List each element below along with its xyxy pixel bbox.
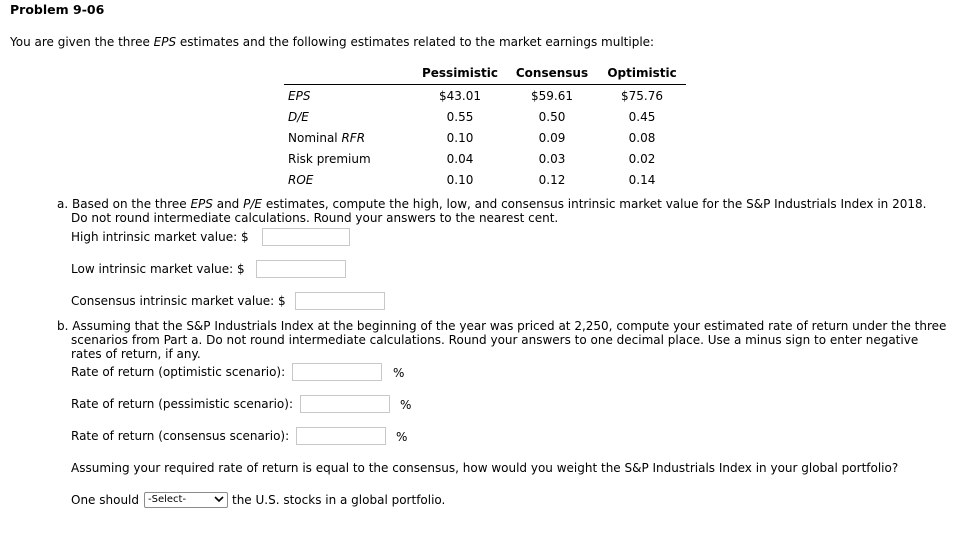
cell: 0.08 (628, 130, 656, 145)
cell: 0.12 (538, 172, 566, 187)
cell: 0.02 (628, 151, 656, 166)
part-b-line2: scenarios from Part a. Do not round intermediate calculations. Round your answers to one decimal place. Use a minus sign to enter negative (71, 333, 919, 347)
cell: 0.14 (628, 172, 656, 187)
high-value-input[interactable] (262, 228, 350, 246)
cell: $75.76 (621, 88, 663, 103)
cell: $43.01 (439, 88, 481, 103)
optimistic-return-input[interactable] (292, 363, 382, 381)
col-pessimistic: Pessimistic (414, 63, 506, 85)
col-optimistic: Optimistic (598, 63, 686, 85)
cell: $59.61 (531, 88, 573, 103)
chevron-down-icon (214, 493, 224, 510)
weighting-question: Assuming your required rate of return is equal to the consensus, how would you weight the S&P Industrials Index in your global portfolio? (71, 461, 899, 475)
consensus-return-input[interactable] (296, 427, 386, 445)
weighting-select[interactable] (144, 492, 228, 508)
consensus-return-label: Rate of return (consensus scenario): (71, 429, 290, 443)
select-suffix: the U.S. stocks in a global portfolio. (232, 493, 446, 507)
col-consensus: Consensus (506, 63, 598, 85)
low-value-label: Low intrinsic market value: $ (71, 262, 245, 276)
percent-sign: % (396, 430, 408, 444)
percent-sign: % (393, 366, 405, 380)
one-should-label: One should (71, 493, 140, 507)
row-label-risk-premium: Risk premium (288, 151, 371, 166)
table-row (284, 85, 686, 107)
intro-text: You are given the three EPS estimates and the following estimates related to the market earnings multiple: (10, 35, 655, 49)
cell: 0.10 (446, 130, 474, 145)
row-label-eps: EPS (288, 88, 311, 103)
pessimistic-return-label: Rate of return (pessimistic scenario): (71, 397, 293, 411)
part-a-line1: a. Based on the three EPS and P/E estimates, compute the high, low, and consensus intrinsic market value for the S&P Industrials Index in 2018. (57, 197, 927, 211)
table-row (284, 148, 686, 169)
percent-sign: % (400, 398, 412, 412)
cell: 0.03 (538, 151, 566, 166)
consensus-value-input[interactable] (295, 292, 385, 310)
part-a-line2: Do not round intermediate calculations. Round your answers to the nearest cent. (71, 211, 559, 225)
row-label-de: D/E (288, 109, 309, 124)
select-value: -Select- (148, 494, 187, 505)
cell: 0.45 (628, 109, 656, 124)
table-row (284, 169, 686, 190)
cell: 0.10 (446, 172, 474, 187)
optimistic-return-label: Rate of return (optimistic scenario): (71, 365, 286, 379)
part-b-line3: rates of return, if any. (71, 347, 201, 361)
cell: 0.50 (538, 109, 566, 124)
pessimistic-return-input[interactable] (300, 395, 390, 413)
table-row (284, 106, 686, 127)
high-value-label: High intrinsic market value: $ (71, 230, 249, 244)
cell: 0.04 (446, 151, 474, 166)
estimates-table (284, 63, 686, 190)
table-header-blank (284, 63, 414, 85)
row-label-rfr: Nominal RFR (288, 130, 366, 145)
part-b-line1: b. Assuming that the S&P Industrials Index at the beginning of the year was priced at 2,250, compute your estimated rate of return under the three (57, 319, 947, 333)
cell: 0.55 (446, 109, 474, 124)
consensus-value-label: Consensus intrinsic market value: $ (71, 294, 286, 308)
row-label-roe: ROE (288, 172, 314, 187)
table-row (284, 127, 686, 148)
low-value-input[interactable] (256, 260, 346, 278)
cell: 0.09 (538, 130, 566, 145)
problem-title: Problem 9-06 (10, 2, 105, 17)
